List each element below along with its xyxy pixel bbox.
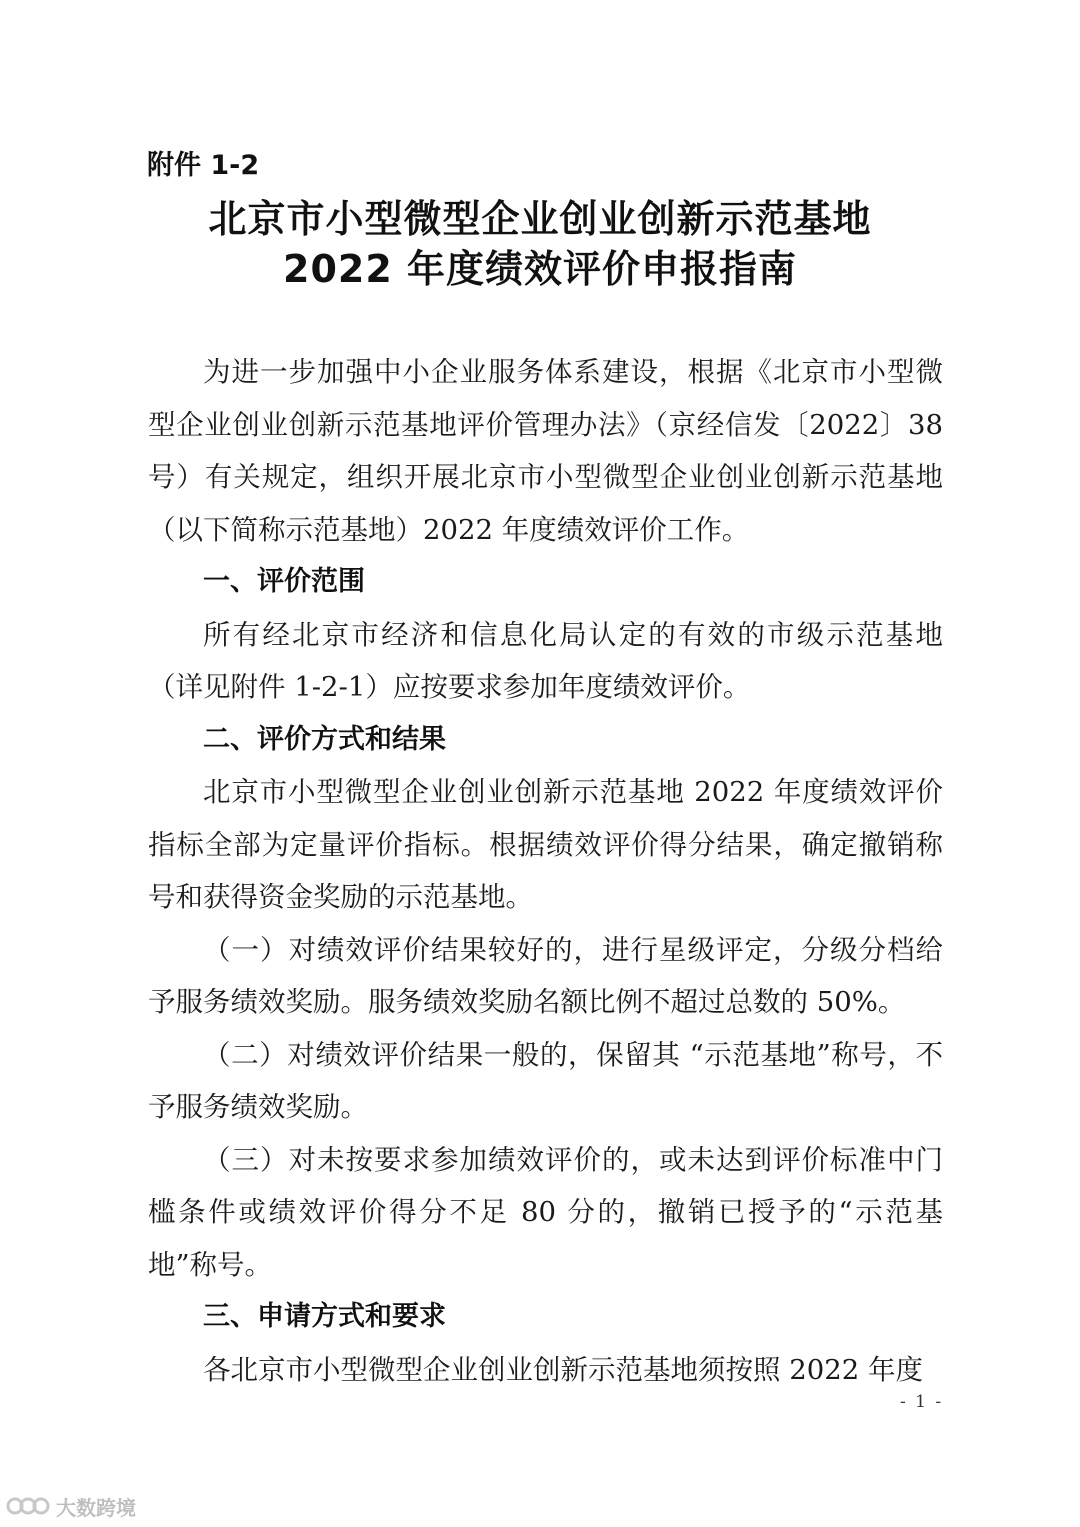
document-body: [148, 346, 943, 1396]
watermark-logo-icon: [6, 1494, 50, 1518]
intro-paragraph: 为进一步加强中小企业服务体系建设，根据《北京市小型微型企业创业创新示范基地评价管理办法》（京经信发〔2022〕38号）有关规定，组织开展北京市小型微型企业创业创新示范基地（以下简称示范基地）2022 年度绩效评价工作。: [148, 356, 943, 546]
method-item-1: （一）对绩效评价结果较好的，进行星级评定，分级分档给予服务绩效奖励。服务绩效奖励名额比例不超过总数的 50%。: [148, 933, 943, 1018]
section-heading-application: 三、申请方式和要求: [203, 1301, 446, 1332]
attachment-label: 附件 1-2: [147, 150, 260, 181]
page-number: - 1 -: [900, 1392, 944, 1412]
watermark-text: 大数跨境: [56, 1495, 136, 1520]
document-title-line-1: 北京市小型微型企业创业创新示范基地: [208, 197, 872, 241]
document-title-line-2: 2022 年度绩效评价申报指南: [283, 247, 797, 291]
method-paragraph: 北京市小型微型企业创业创新示范基地 2022 年度绩效评价指标全部为定量评价指标。根据绩效评价得分结果，确定撤销称号和获得资金奖励的示范基地。: [148, 776, 943, 913]
scope-paragraph: 所有经北京市经济和信息化局认定的有效的市级示范基地（详见附件 1-2-1）应按要求参加年度绩效评价。: [148, 618, 943, 703]
method-item-3: （三）对未按要求参加绩效评价的，或未达到评价标准中门槛条件或绩效评价得分不足 80 分的，撤销已授予的“示范基地”称号。: [148, 1143, 943, 1281]
section-heading-method: 二、评价方式和结果: [203, 723, 446, 755]
watermark: [6, 1492, 136, 1520]
method-item-2: （二）对绩效评价结果一般的，保留其 “示范基地”称号，不予服务绩效奖励。: [148, 1038, 943, 1123]
section-heading-scope: 一、评价范围: [203, 566, 365, 597]
application-paragraph: 各北京市小型微型企业创业创新示范基地须按照 2022 年度: [203, 1353, 923, 1386]
